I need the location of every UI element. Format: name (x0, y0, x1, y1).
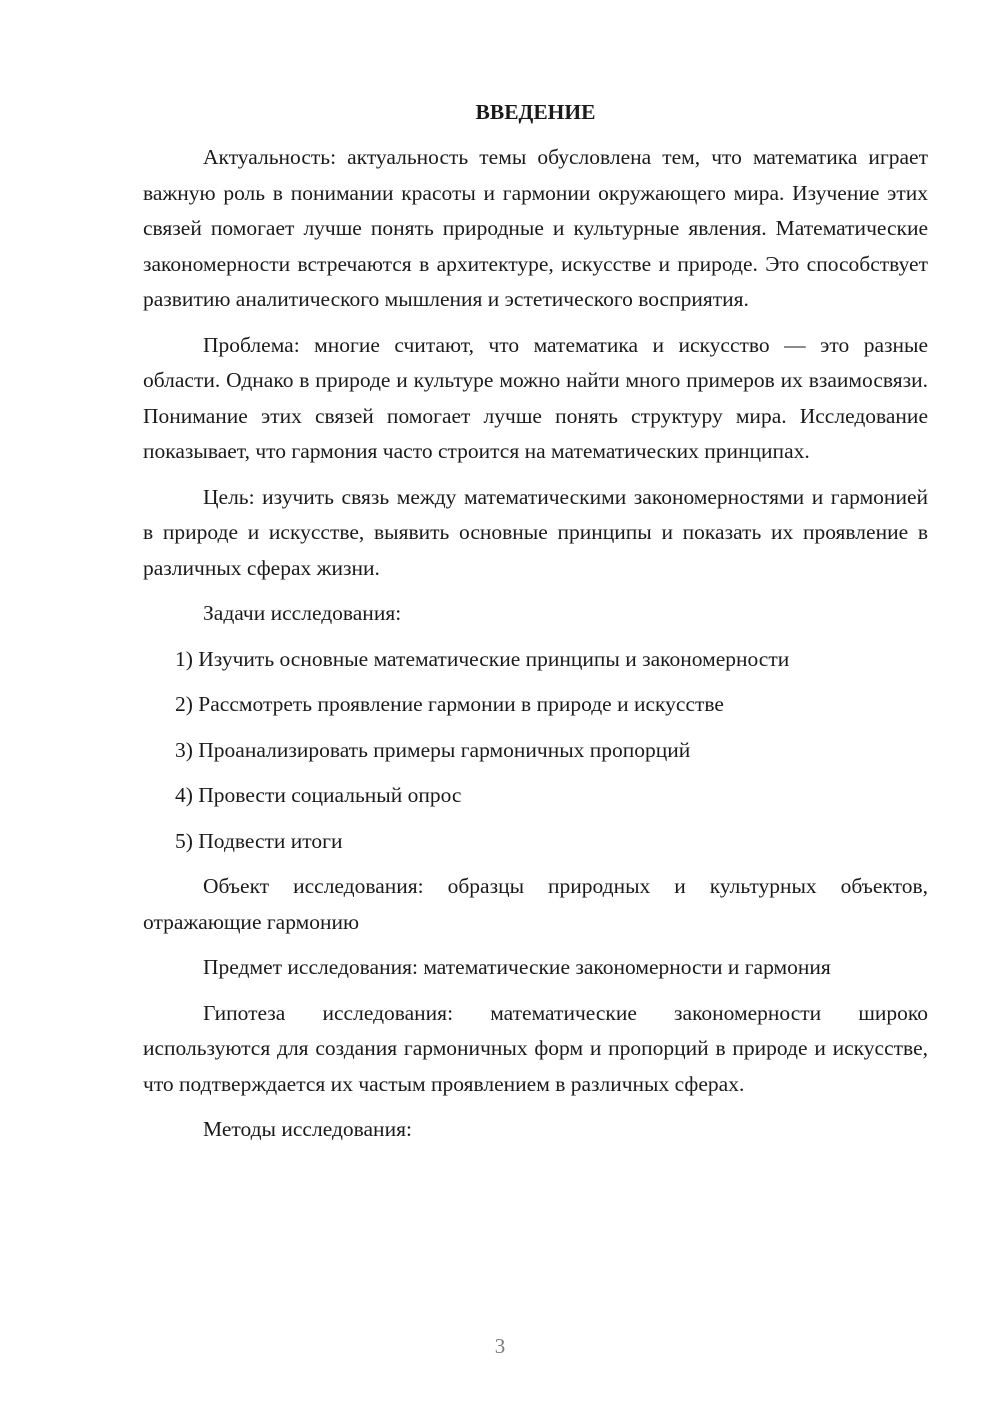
section-heading: ВВЕДЕНИЕ (475, 100, 596, 124)
tasks-list (143, 642, 928, 860)
problem-paragraph: Проблема: многие считают, что математика и искусство — это разные области. Однако в природе и культуре можно найти много примеров их взаимосвязи. Понимание этих связей помогает лучше понять структуру мира. Исследование показывает, что гармония часто строится на математических принципах. (143, 332, 928, 463)
task-item: 1) Изучить основные математические принципы и закономерности (175, 646, 790, 671)
goal-paragraph: Цель: изучить связь между математическими закономерностями и гармонией в природе и искусстве, выявить основные принципы и показать их проявление в различных сферах жизни. (143, 484, 928, 580)
task-item: 5) Подвести итоги (175, 828, 343, 853)
hypothesis-paragraph: Гипотеза исследования: математические закономерности широко используются для создания гармоничных форм и пропорций в природе и искусстве, что подтверждается их частым проявлением в различных сферах. (143, 1000, 928, 1096)
object-paragraph: Объект исследования: образцы природных и культурных объектов, отражающие гармонию (143, 874, 928, 934)
subject-paragraph: Предмет исследования: математические закономерности и гармония (203, 955, 831, 979)
methods-title: Методы исследования: (203, 1117, 412, 1141)
page-content (143, 95, 928, 1158)
page-number: 3 (494, 1334, 506, 1358)
task-item: 4) Провести социальный опрос (175, 783, 462, 807)
relevance-paragraph: Актуальность: актуальность темы обусловлена тем, что математика играет важную роль в понимании красоты и гармонии окружающего мира. Изучение этих связей помогает лучше понять природные и культурные явления. Математические закономерности встречаются в архитектуре, искусстве и природе. Это способствует развитию аналитического мышления и эстетического восприятия. (143, 145, 928, 311)
task-item: 3) Проанализировать примеры гармоничных пропорций (175, 737, 691, 762)
task-item: 2) Рассмотреть проявление гармонии в природе и искусстве (175, 692, 724, 716)
tasks-title: Задачи исследования: (203, 601, 402, 625)
